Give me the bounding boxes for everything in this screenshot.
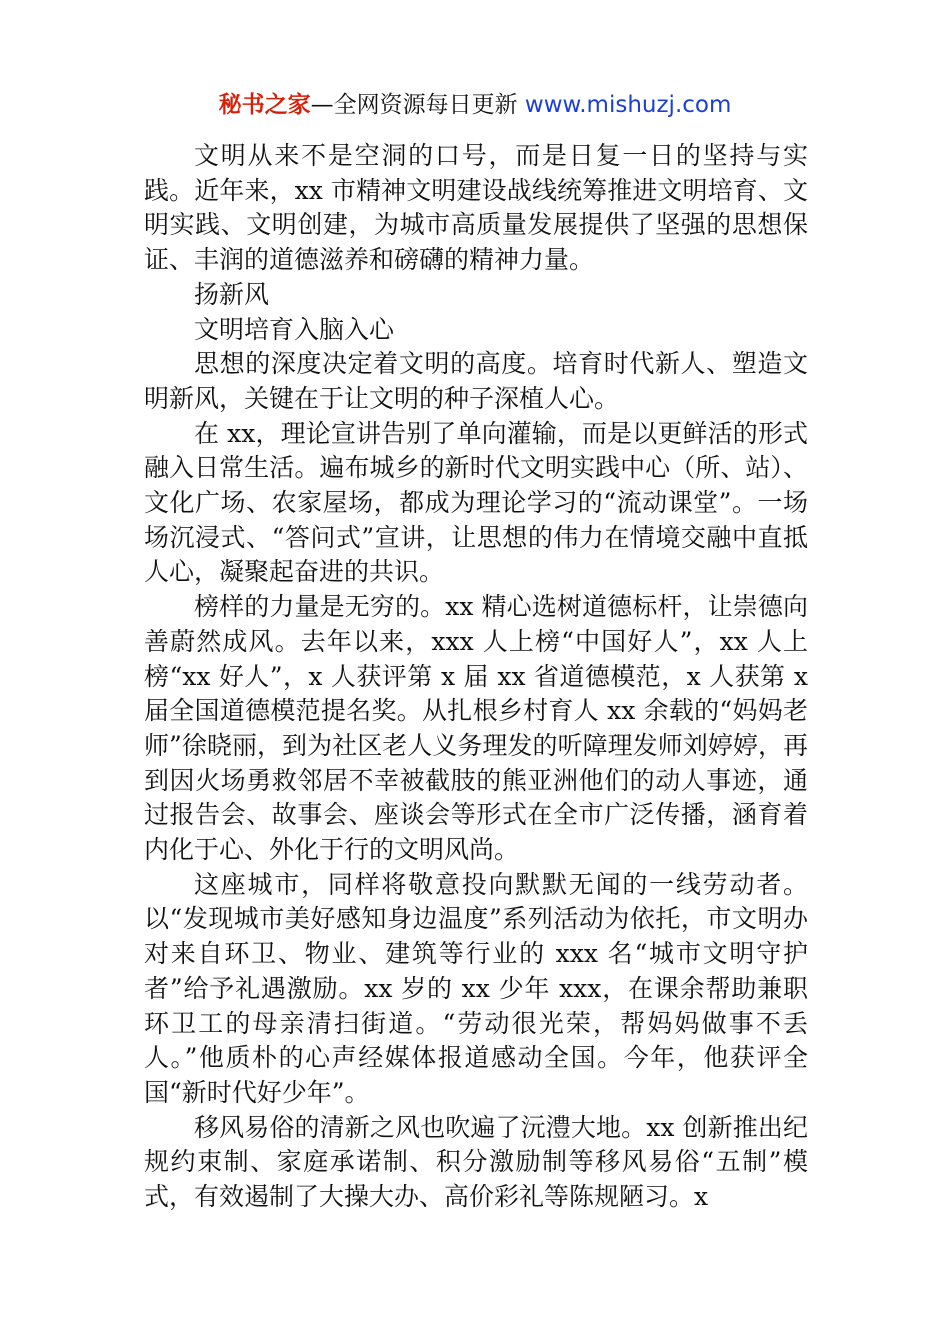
- paragraph: 这座城市，同样将敬意投向默默无闻的一线劳动者。以“发现城市美好感知身边温度”系列活动为依托，市文明办对来自环卫、物业、建筑等行业的 xxx 名“城市文明守护者”给予礼遇激励。xx 岁的 xx 少年 xxx，在课余帮助兼职环卫工的母亲清扫街道。“劳动很光荣，帮妈妈做事不丢人。”他质朴的心声经媒体报道感动全国。今年，他获评全国“新时代好少年”。: [144, 869, 808, 1107]
- paragraph: 在 xx，理论宣讲告别了单向灌输，而是以更鲜活的形式融入日常生活。遍布城乡的新时代文明实践中心（所、站）、文化广场、农家屋场，都成为理论学习的“流动课堂”。一场场沉浸式、“答问式”宣讲，让思想的伟力在情境交融中直抵人心，凝聚起奋进的共识。: [144, 418, 808, 587]
- site-brand: 秘书之家: [218, 92, 311, 118]
- paragraph: 思想的深度决定着文明的高度。培育时代新人、塑造文明新风，关键在于让文明的种子深植人心。: [144, 349, 808, 413]
- site-url-link[interactable]: www.mishuzj.com: [524, 92, 732, 118]
- paragraph: 移风易俗的清新之风也吹遍了沅澧大地。xx 创新推出纪规约束制、家庭承诺制、积分激励制等移风易俗“五制”模式，有效遏制了大操大办、高价彩礼等陈规陋习。x: [144, 1112, 808, 1212]
- section-heading: 扬新风: [194, 279, 270, 309]
- site-header: [0, 88, 950, 122]
- paragraph: 榜样的力量是无穷的。xx 精心选树道德标杆，让崇德向善蔚然成风。去年以来，xxx 人上榜“中国好人”，xx 人上榜“xx 好人”，x 人获评第 x 届 xx 省道德模范，x 人获第 x 届全国道德模范提名奖。从扎根乡村育人 xx 余载的“妈妈老师”徐晓丽，到为社区老人义务理发的听障理发师刘婷婷，再到因火场勇救邻居不幸被截肢的熊亚洲他们的动人事迹，通过报告会、故事会、座谈会等形式在全市广泛传播，涵育着内化于心、外化于行的文明风尚。: [144, 592, 808, 865]
- section-subheading: 文明培育入脑入心: [194, 314, 395, 344]
- site-tagline: —全网资源每日更新: [310, 92, 525, 118]
- article-body: [144, 139, 808, 1215]
- paragraph-intro: 文明从来不是空洞的口号，而是日复一日的坚持与实践。近年来，xx 市精神文明建设战线统筹推进文明培育、文明实践、文明创建，为城市高质量发展提供了坚强的思想保证、丰润的道德滋养和磅礴的精神力量。: [144, 141, 808, 275]
